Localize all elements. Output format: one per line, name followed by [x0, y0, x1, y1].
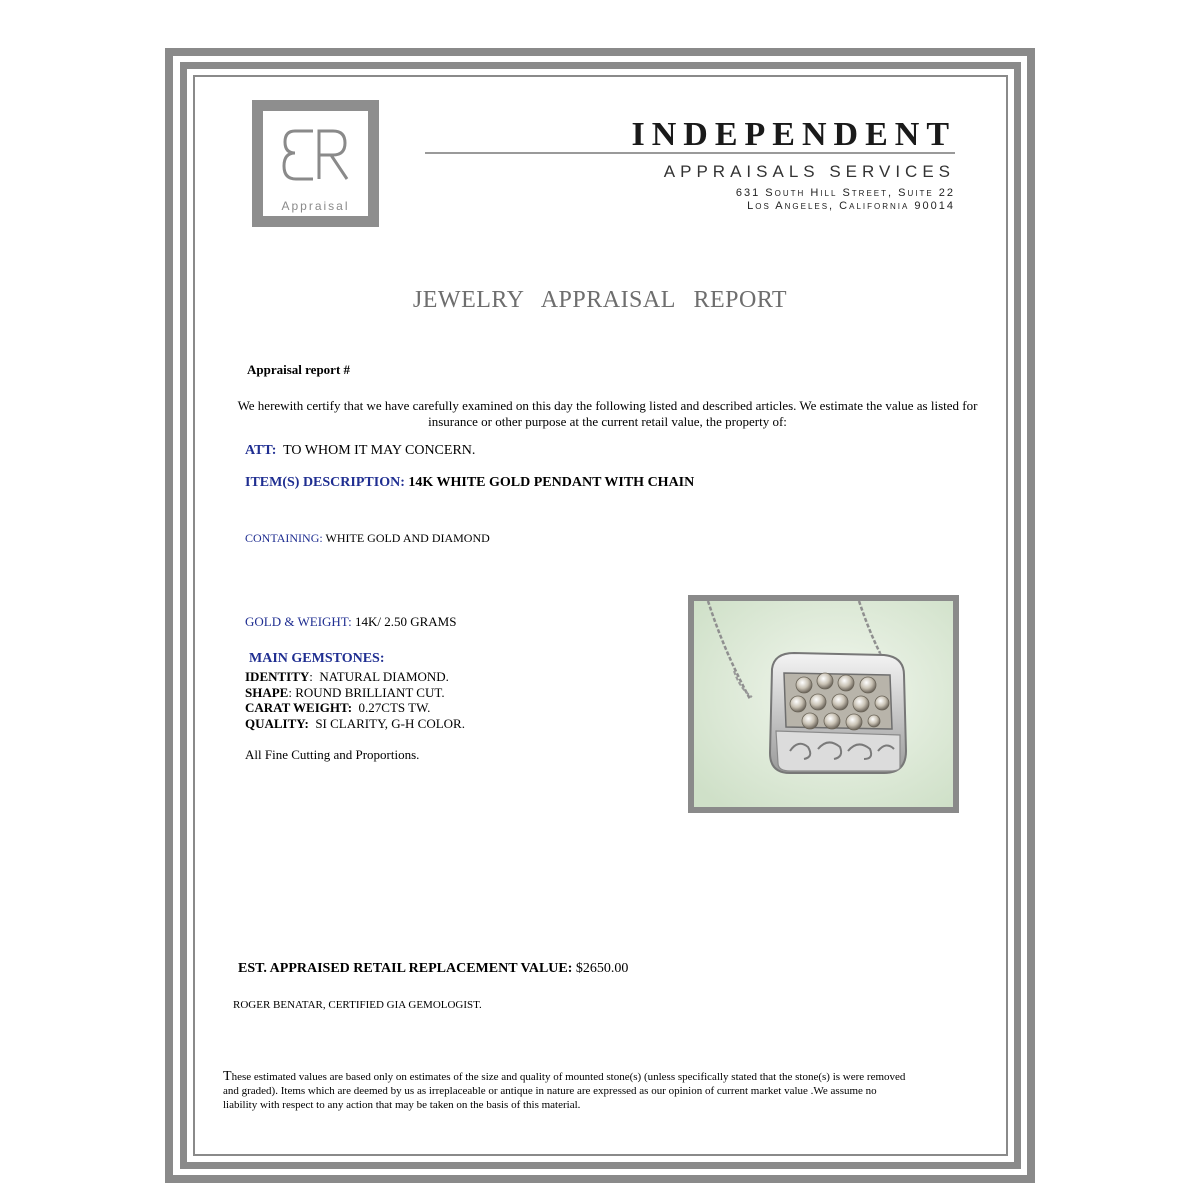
br-appraisal-logo [252, 100, 379, 227]
company-name: INDEPENDENT [631, 116, 956, 153]
disclaimer-initial: T [223, 1069, 232, 1084]
carat-label: CARAT WEIGHT: [245, 700, 353, 715]
containing-label: CONTAINING: [245, 531, 323, 545]
identity-row: IDENTITY: NATURAL DIAMOND. [245, 669, 449, 684]
appraised-value-label: EST. APPRAISED RETAIL REPLACEMENT VALUE: [238, 961, 573, 976]
pendant-illustration [694, 601, 953, 807]
containing-line [245, 531, 490, 546]
company-subtitle: APPRAISALS SERVICES [663, 162, 955, 181]
main-gemstones-heading: MAIN GEMSTONES: [249, 651, 385, 666]
carat-row [245, 700, 465, 716]
company-address [736, 187, 955, 213]
disclaimer-body: hese estimated values are based only on estimates of the size and quality of mounted stone(s) (unless specifically stated that the stone(s) is were removed and graded). Items which are deemed by us as irreplaceable or antique in nature are expressed as our opinion of current market value .We assume no liability with respect to any action that may be taken on the basis of this material. [223, 1071, 906, 1111]
certification-statement: We herewith certify that we have carefully examined on this day the following listed and described articles. We estimate the value as listed for insurance or other purpose at the current retail value, the property of: [237, 398, 978, 429]
gemstone-details [245, 669, 465, 731]
att-label: ATT: [245, 443, 277, 458]
address-line-1: 631 South Hill Street, Suite 22 [735, 187, 955, 199]
item-description-value: 14K WHITE GOLD PENDANT WITH CHAIN [408, 475, 695, 490]
gemologist-signature-line: ROGER BENATAR, CERTIFIED GIA GEMOLOGIST. [233, 999, 482, 1011]
shape-label: SHAPE [245, 684, 289, 700]
gold-weight-value: 14K/ 2.50 GRAMS [354, 614, 457, 629]
address-line-2: Los Angeles, California 90014 [747, 200, 955, 212]
fine-cutting-note: All Fine Cutting and Proportions. [245, 747, 420, 762]
att-value: TO WHOM IT MAY CONCERN. [283, 443, 476, 458]
item-description-line [245, 475, 694, 491]
item-description-label: ITEM(S) DESCRIPTION: [245, 475, 405, 490]
disclaimer-text [223, 1070, 913, 1112]
quality-row [245, 716, 465, 732]
shape-row: SHAPE: ROUND BRILLIANT CUT. [245, 684, 445, 700]
quality-value: SI CLARITY, G-H COLOR. [315, 715, 465, 731]
appraised-value-line [238, 961, 628, 977]
shape-value: ROUND BRILLIANT CUT. [295, 684, 445, 700]
pendant-photo [688, 595, 959, 813]
identity-label: IDENTITY [245, 669, 310, 684]
appraisal-report-number: Appraisal report # [247, 362, 351, 377]
logo-word: Appraisal [281, 199, 350, 213]
gold-weight-line [245, 614, 456, 630]
appraised-value-amount: $2650.00 [575, 961, 629, 976]
att-line [245, 443, 475, 459]
quality-label: QUALITY: [245, 715, 309, 731]
report-title: JEWELRY APPRAISAL REPORT [412, 287, 788, 313]
gold-weight-label: GOLD & WEIGHT: [245, 614, 352, 629]
carat-value: 0.27CTS TW. [358, 700, 431, 715]
br-monogram-icon [281, 127, 351, 183]
containing-value: WHITE GOLD AND DIAMOND [325, 531, 490, 545]
identity-value: NATURAL DIAMOND. [319, 669, 449, 684]
